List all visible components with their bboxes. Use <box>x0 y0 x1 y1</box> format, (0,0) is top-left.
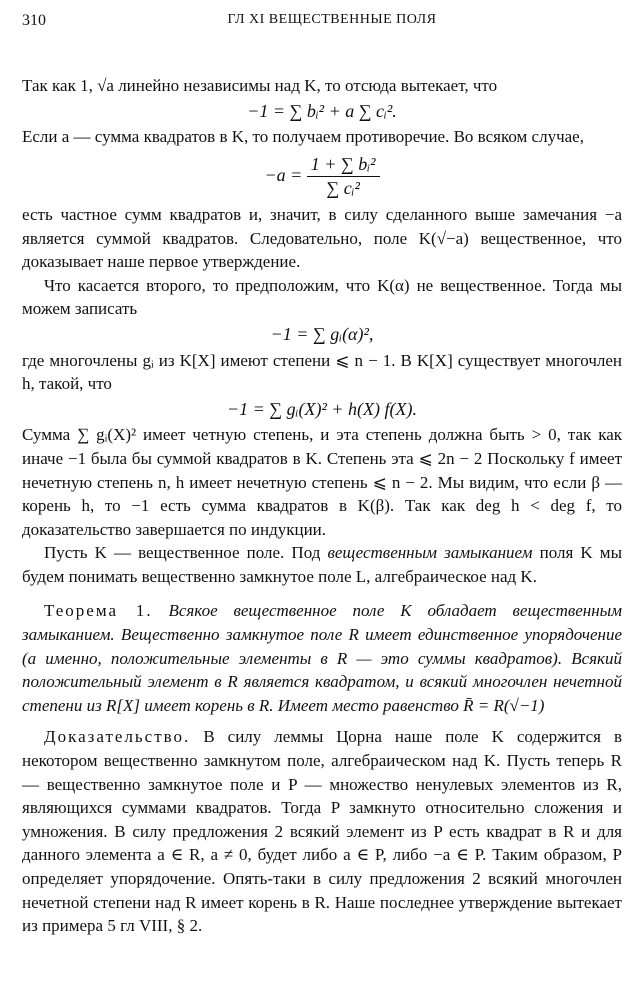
theorem-label: Теорема 1. <box>44 601 153 621</box>
chapter-title: ГЛ XI ВЕЩЕСТВЕННЫЕ ПОЛЯ <box>227 12 437 27</box>
paragraph-7-end: поля K мы будем понимать вещественно замкнутое поле L, алгебраическое над K. <box>22 543 622 586</box>
formula-2-lhs: −a = <box>264 165 303 185</box>
paragraph-6: Сумма ∑ gᵢ(X)² имеет четную степень, и эта степень должна быть > 0, так как иначе −1 была бы суммой квадратов в K. Степень эта ⩽ 2n − 2 Поскольку f имеет нечетную степень n, h имеет нечетную степень ⩽ n − 2. Мы видим, что если β — корень h, то −1 есть сумма квадратов в K(β). Так как deg h < deg f, то доказательство завершается по индукции. <box>22 425 622 539</box>
proof-label: Доказательство. <box>44 727 191 747</box>
running-header <box>22 12 622 34</box>
paragraph-4: Что касается второго, то предположим, что K(α) не вещественное. Тогда мы можем записать <box>22 275 622 319</box>
formula-3: −1 = ∑ gᵢ(α)², <box>270 323 374 344</box>
spacer <box>22 717 622 725</box>
page-number: 310 <box>22 12 46 29</box>
defined-term: вещественным замыканием <box>327 543 533 563</box>
theorem-text: Всякое вещественное поле K обладает вещественным замыканием. Вещественно замкнутое поле R имеет единственное упорядочение (а именно, положительные элементы в R — это суммы квадратов). Всякий положительный элемент в R является квадратом, и всякий многочлен нечетной степени из R[X] имеет корень в R. Имеет место равенство R̄ = R(√−1) <box>22 601 623 715</box>
formula-4: −1 = ∑ gᵢ(X)² + h(X) f(X). <box>227 398 417 419</box>
paragraph-1: Так как 1, √a линейно независимы над K, то отсюда вытекает, что <box>22 76 498 95</box>
paragraph-2: Если a — сумма квадратов в K, то получаем противоречие. Во всяком случае, <box>22 127 584 147</box>
proof-text: В силу леммы Цорна наше поле K содержится в некотором вещественно замкнутом поле, алгебраическом над K. Пусть теперь R — вещественно замкнутое поле и P — множество ненулевых элементов из R, являющихся суммами квадратов. Тогда P замкнуто относительно сложения и умножения. В силу предложения 2 всякий элемент из P есть квадрат в R и для данного элемента a ∈ R, a ≠ 0, будет либо a ∈ P, либо −a ∈ P. Таким образом, P определяет упорядочение. Опять-таки в силу предложения 2 всякий многочлен нечетной степени над R имеет корень в R. Наше последнее утверждение вытекает из примера 5 гл VIII, § 2. <box>22 727 622 936</box>
spacer <box>22 588 622 599</box>
proof <box>22 725 622 937</box>
paragraph-5: где многочлены gᵢ из K[X] имеют степени ⩽ n − 1. В K[X] существует многочлен h, такой, что <box>22 350 622 394</box>
formula-2-denominator: ∑ cᵢ² <box>326 178 360 199</box>
formula-2 <box>22 153 622 201</box>
paragraph-7 <box>22 541 622 588</box>
paragraph-3: есть частное сумм квадратов и, значит, в силу сделанного выше замечания −a является суммой квадратов. Следовательно, поле K(√−a) вещественное, что доказывает наше первое утверждение. <box>22 204 622 272</box>
page-body <box>22 74 622 938</box>
formula-2-fraction <box>307 153 380 201</box>
theorem-1 <box>22 599 622 717</box>
formula-2-numerator: 1 + ∑ bᵢ² <box>307 153 380 178</box>
formula-1: −1 = ∑ bᵢ² + a ∑ cᵢ². <box>247 100 397 121</box>
paragraph-7-start: Пусть K — вещественное поле. Под <box>44 543 328 563</box>
